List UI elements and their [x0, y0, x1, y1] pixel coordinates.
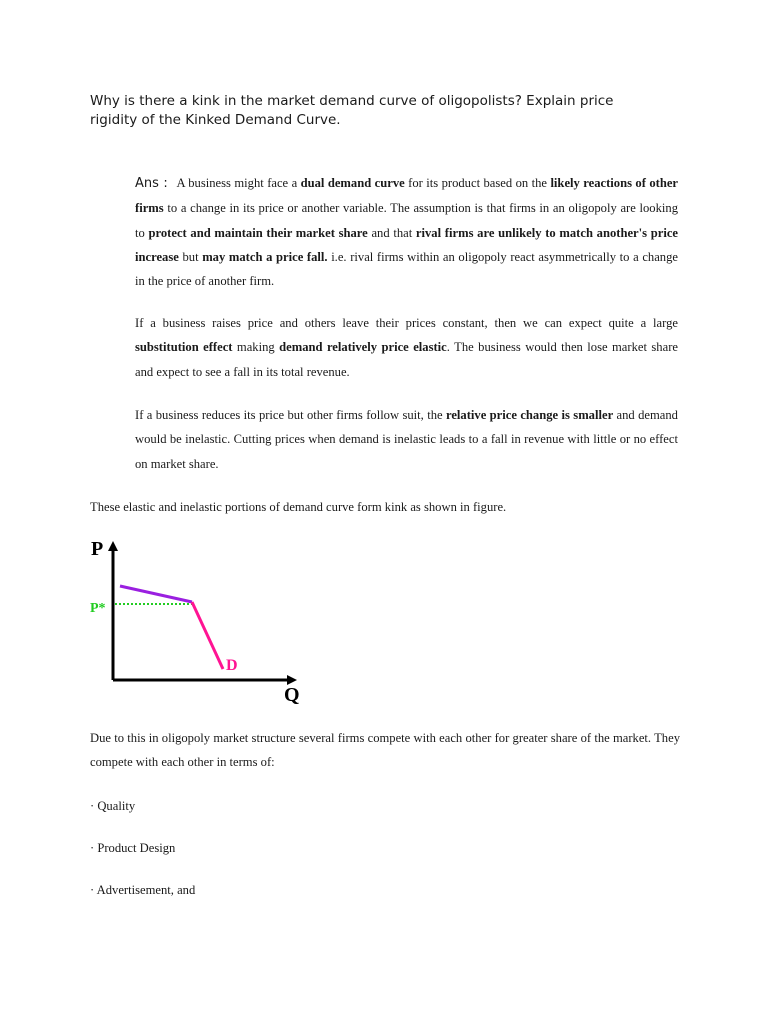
bold-run: rival firms are unlikely to match another's price increase — [135, 225, 678, 264]
text-run: A business might face a — [176, 176, 301, 190]
competition-paragraph: Due to this in oligopoly market structure several firms compete with each other for greater share of the market. They compete with each other in terms of: — [90, 731, 680, 769]
x-axis-label: Q — [284, 684, 300, 706]
question-heading: Why is there a kink in the market demand curve of oligopolists? Explain price rigidity of the Kinked Demand Curve. — [90, 93, 614, 128]
text-run: making — [232, 340, 280, 355]
text-run: to a change in its price or another variable. The assumption is that firms in an oligopoly are looking to — [135, 201, 678, 240]
demand-curve-label: D — [226, 657, 238, 674]
kinked-demand-figure — [80, 530, 320, 710]
answer-paragraph-3 — [135, 403, 678, 476]
text-run: If a business reduces its price but other firms follow suit, the — [135, 408, 446, 422]
bullet-item-1: · Quality — [90, 799, 136, 813]
answer-paragraph-1-text — [135, 176, 678, 288]
bold-run: demand relatively price elastic — [279, 340, 447, 355]
text-run: i.e. rival firms within an oligopoly react asymmetrically to a change in the price of another firm. — [135, 249, 678, 289]
answer-label: Ans : — [135, 176, 168, 191]
text-run: and demand would be inelastic. Cutting prices when demand is inelastic leads to a fall in revenue with little or no effect on market share. — [135, 408, 678, 471]
bold-run: likely reactions of other firms — [135, 176, 679, 216]
text-run: but — [178, 249, 203, 264]
bold-run: dual demand curve — [300, 176, 405, 190]
figure-intro-text: These elastic and inelastic portions of demand curve form kink as shown in figure. — [90, 500, 507, 514]
answer-paragraph-2 — [135, 311, 678, 384]
text-run: and that — [367, 225, 416, 240]
kinked-demand-svg — [80, 530, 320, 710]
elastic-demand-segment — [120, 586, 192, 602]
text-run: . The business would then lose market share and expect to see a fall in its total revenue. — [135, 340, 678, 379]
y-axis-label: P — [91, 538, 104, 560]
price-level-label: P* — [90, 601, 106, 616]
bold-run: relative price change is smaller — [445, 408, 614, 422]
bullet-item-2: · Product Design — [90, 841, 176, 855]
text-run: If a business raises price and others leave their prices constant, then we can expect quite a large — [135, 316, 678, 330]
inelastic-demand-segment — [192, 602, 223, 669]
bold-run: may match a price fall. — [202, 249, 328, 264]
bold-run: protect and maintain their market share — [148, 225, 368, 240]
bullet-item-3: · Advertisement, and — [90, 883, 196, 897]
text-run: for its product based on the — [404, 176, 551, 190]
bold-run: substitution effect — [135, 340, 233, 355]
answer-paragraph-1 — [135, 171, 678, 293]
